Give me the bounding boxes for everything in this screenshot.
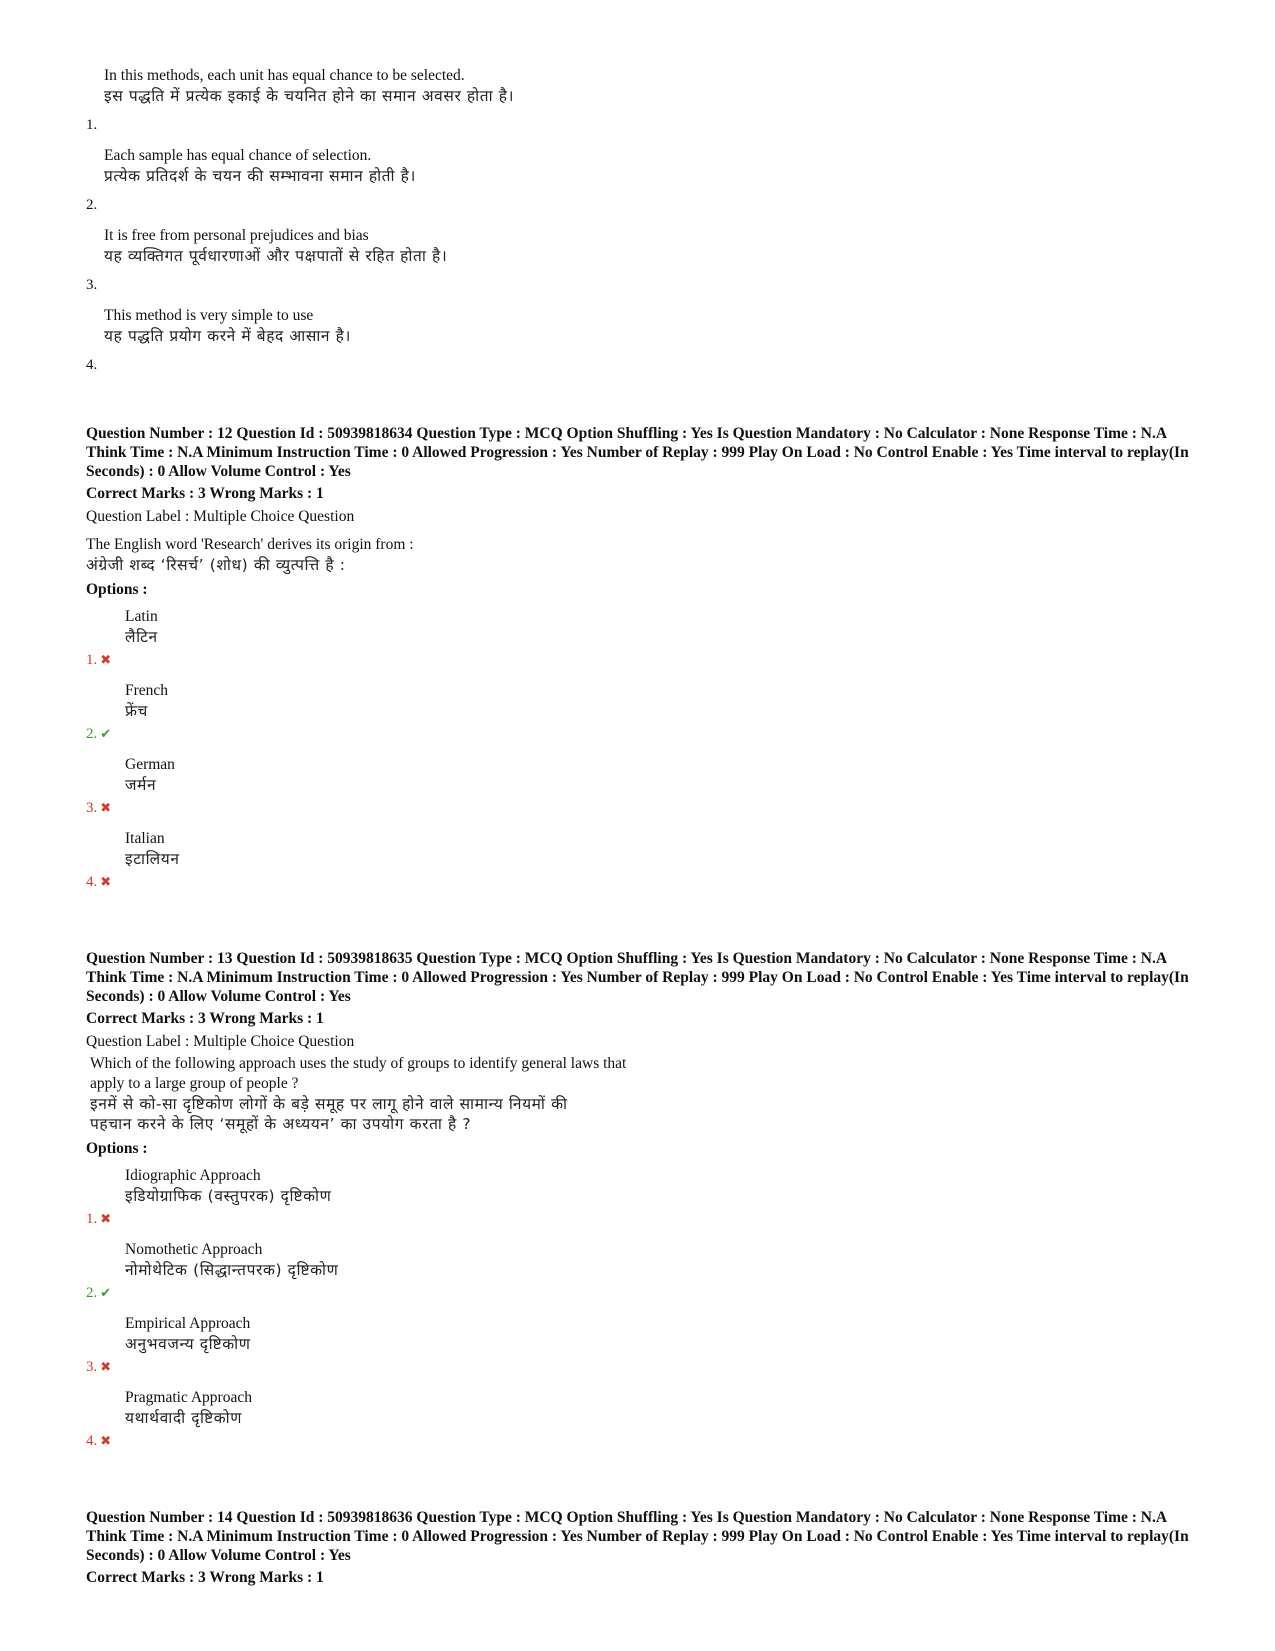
wrong-mark-icon: ✖ [100,652,112,667]
options-label: Options : [86,581,148,598]
option-text-en: Idiographic Approach [125,1167,261,1184]
question-text-en-line-1: Which of the following approach uses the study of groups to identify general laws that [90,1055,627,1072]
option-text-hi: जर्मन [125,776,157,794]
option-text-en: Empirical Approach [125,1315,251,1332]
option-text-en: German [125,756,175,773]
option-text-hi: इस पद्धति में प्रत्येक इकाई के चयनित होने का समान अवसर होता है। [104,87,515,105]
option-number: 3. [86,277,98,293]
option-number: 2. ✔ [86,1285,112,1301]
option-number: 4. ✖ [86,1433,112,1449]
option-text-en: Each sample has equal chance of selection. [104,147,372,164]
question-header: Question Number : 13 Question Id : 50939818635 Question Type : MCQ Option Shuffling : Yes Is Question Mandatory : No Calculator : None Response Time : N.A Think Time : N.A Minimum Instruction Time : 0 Allowed Progression : Yes Number of Replay : 999 Play On Load : No Control Enable : Yes Time interval to replay(In Seconds) : 0 Allow Volume Control : Yes [86,950,1189,1005]
options-label: Options : [86,1140,148,1157]
wrong-mark-icon: ✖ [100,1211,112,1226]
top-option-2 [86,142,1196,222]
question-marks: Correct Marks : 3 Wrong Marks : 1 [86,485,324,502]
top-options-list [86,62,1196,382]
option-text-hi: फ्रेंच [125,702,148,720]
check-mark-icon: ✔ [100,726,112,741]
option-text-en: Italian [125,830,165,847]
question-label: Question Label : Multiple Choice Question [86,508,355,525]
answer-option-1 [86,1162,1196,1236]
question-text [86,1054,1196,1134]
wrong-mark-icon: ✖ [100,874,112,889]
option-number: 1. [86,117,98,133]
option-text-hi: नोमोथेटिक (सिद्धान्तपरक) दृष्टिकोण [125,1261,339,1279]
option-number: 4. ✖ [86,874,112,890]
option-text-hi: अनुभवजन्य दृष्टिकोण [125,1335,251,1353]
option-number: 2. ✔ [86,726,112,742]
wrong-mark-icon: ✖ [100,1433,112,1448]
question-text-hi-line-1: इनमें से को-सा दृष्टिकोण लोगों के बड़े समूह पर लागू होने वाले सामान्य नियमों की [90,1095,568,1113]
question-label: Question Label : Multiple Choice Question [86,1033,355,1050]
answer-option-1 [86,603,1196,677]
option-text-hi: प्रत्येक प्रतिदर्श के चयन की सम्भावना समान होती है। [104,167,416,185]
answer-option-2 [86,1236,1196,1310]
option-text-en: Latin [125,608,158,625]
option-number: 3. ✖ [86,800,112,816]
top-option-1 [86,62,1196,142]
option-text-hi: यह पद्धति प्रयोग करने में बेहद आसान है। [104,327,351,345]
answer-option-3 [86,1310,1196,1384]
answer-option-3 [86,751,1196,825]
question-marks: Correct Marks : 3 Wrong Marks : 1 [86,1010,324,1027]
option-number: 3. ✖ [86,1359,112,1375]
document-page [86,62,1196,1588]
question-text [86,535,1196,575]
answer-option-4 [86,825,1196,899]
question-header: Question Number : 14 Question Id : 50939818636 Question Type : MCQ Option Shuffling : Yes Is Question Mandatory : No Calculator : None Response Time : N.A Think Time : N.A Minimum Instruction Time : 0 Allowed Progression : Yes Number of Replay : 999 Play On Load : No Control Enable : Yes Time interval to replay(In Seconds) : 0 Allow Volume Control : Yes [86,1509,1189,1564]
wrong-mark-icon: ✖ [100,800,112,815]
option-text-hi: यथार्थवादी दृष्टिकोण [125,1409,243,1427]
question-text-hi-line-2: पहचान करने के लिए ‘समूहों के अध्ययन’ का उपयोग करता है ? [90,1115,472,1133]
question-14 [86,1508,1196,1588]
option-text-en: Nomothetic Approach [125,1241,263,1258]
question-text-en: The English word 'Research' derives its origin from : [86,536,414,553]
question-text-en-line-2: apply to a large group of people ? [90,1075,299,1092]
option-number: 2. [86,197,98,213]
question-marks: Correct Marks : 3 Wrong Marks : 1 [86,1569,324,1586]
wrong-mark-icon: ✖ [100,1359,112,1374]
option-number: 1. ✖ [86,1211,112,1227]
answer-option-2 [86,677,1196,751]
option-text-en: French [125,682,169,699]
top-option-4 [86,302,1196,382]
option-number: 1. ✖ [86,652,112,668]
answer-option-4 [86,1384,1196,1458]
top-option-3 [86,222,1196,302]
option-text-hi: लैटिन [125,628,158,646]
option-text-en: In this methods, each unit has equal chance to be selected. [104,67,465,84]
option-text-hi: यह व्यक्तिगत पूर्वधारणाओं और पक्षपातों से रहित होता है। [104,247,448,265]
option-text-en: This method is very simple to use [104,307,314,324]
question-12 [86,424,1196,899]
option-text-hi: इडियोग्राफिक (वस्तुपरक) दृष्टिकोण [125,1187,332,1205]
option-number: 4. [86,357,98,373]
question-header: Question Number : 12 Question Id : 50939818634 Question Type : MCQ Option Shuffling : Yes Is Question Mandatory : No Calculator : None Response Time : N.A Think Time : N.A Minimum Instruction Time : 0 Allowed Progression : Yes Number of Replay : 999 Play On Load : No Control Enable : Yes Time interval to replay(In Seconds) : 0 Allow Volume Control : Yes [86,425,1189,480]
question-text-hi: अंग्रेजी शब्द ‘रिसर्च’ (शोध) की व्युत्पत्ति है : [86,556,346,574]
option-text-en: It is free from personal prejudices and bias [104,227,369,244]
option-text-en: Pragmatic Approach [125,1389,252,1406]
question-13 [86,949,1196,1458]
check-mark-icon: ✔ [100,1285,112,1300]
option-text-hi: इटालियन [125,850,180,868]
